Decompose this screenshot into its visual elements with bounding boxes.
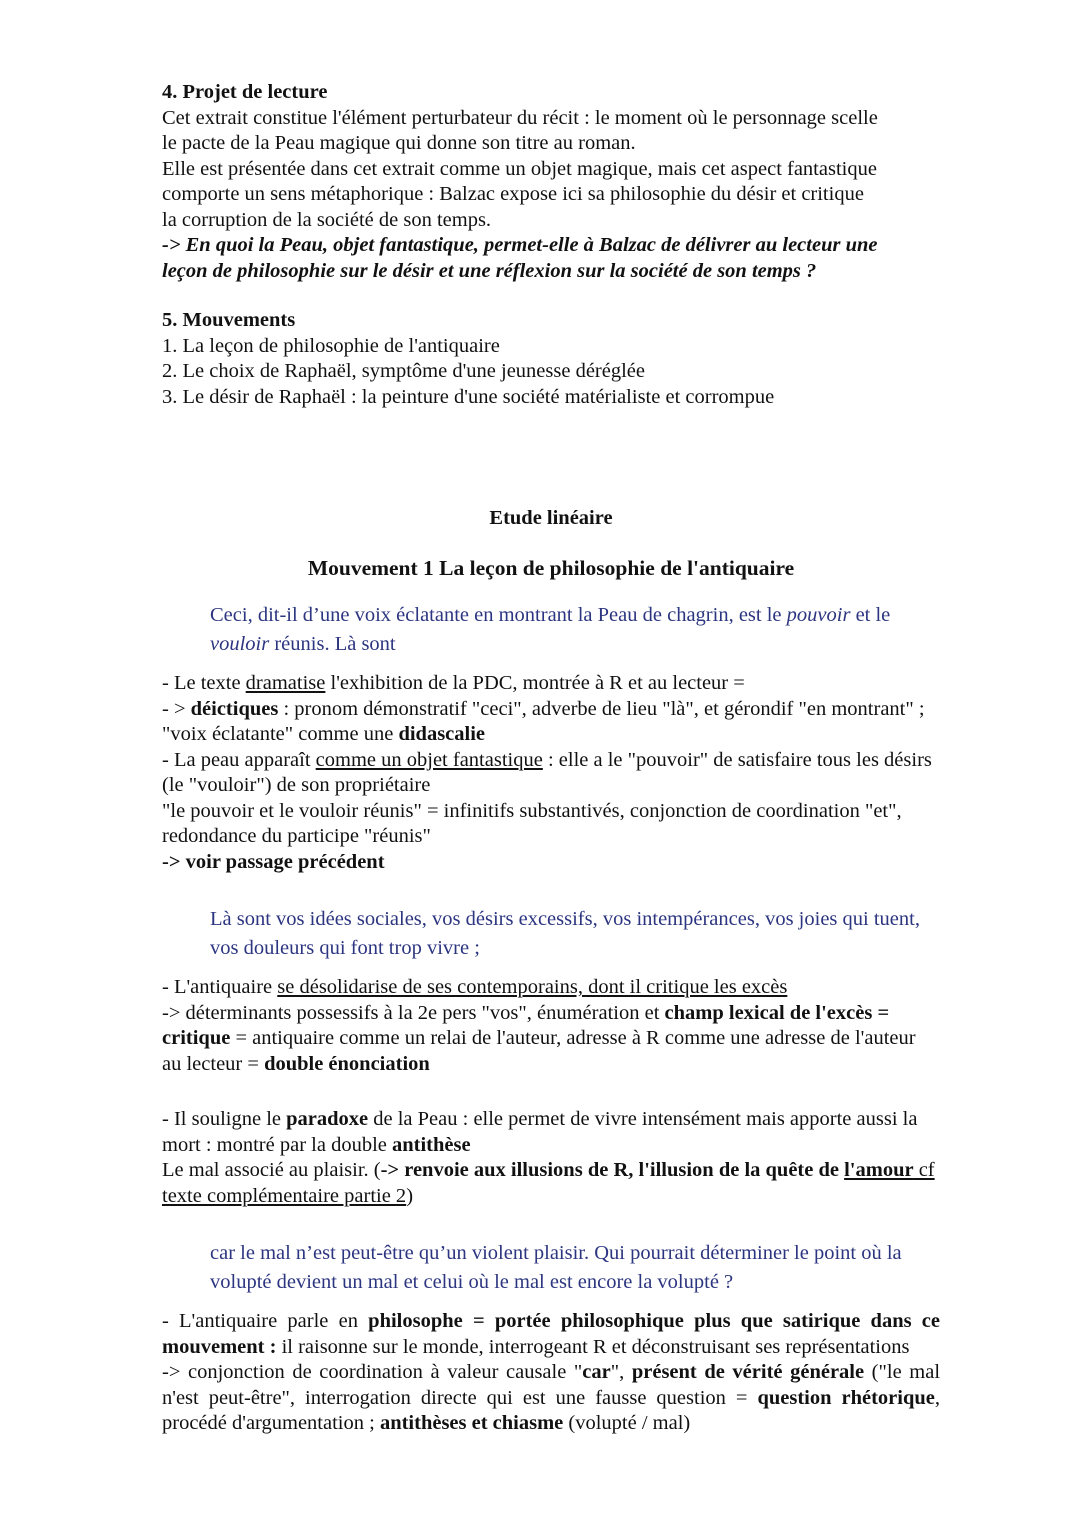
a2-l2-a: -> déterminants possessifs à la 2e pers "vos", énumération et <box>162 1001 665 1024</box>
analysis-block-1 <box>162 671 940 875</box>
a1-l1-underline: dramatise <box>245 672 326 694</box>
quote-block-1 <box>210 601 940 659</box>
spacer <box>162 963 940 975</box>
a1-l3-b: : elle a le "pouvoir" de satisfaire tous les désirs (le "vouloir") de son propriétaire <box>162 748 932 796</box>
a4-l1-bold: philosophe = portée philosophique plus que satirique dans ce mouvement : <box>162 1310 940 1358</box>
a4-l2-bold-question: question rhétorique <box>757 1386 935 1409</box>
a3-l1-bold-antithese: antithèse <box>392 1133 471 1156</box>
a1-l1-b: l'exhibition de la PDC, montrée à R et au lecteur = <box>325 672 745 694</box>
quote1-italic-vouloir: vouloir <box>210 633 270 655</box>
projet-p2-line2: comporte un sens métaphorique : Balzac expose ici sa philosophie du désir et critique <box>162 183 864 205</box>
a3-l1-a: - Il souligne le <box>162 1108 287 1130</box>
spacer <box>162 1297 940 1309</box>
mouvement-item-3: 3. Le désir de Raphaël : la peinture d'une société matérialiste et corrompue <box>162 385 775 408</box>
a1-l2-bold2: didascalie <box>398 723 486 745</box>
a3-l2-b: ) <box>406 1184 414 1207</box>
spacer <box>162 532 940 556</box>
a1-l3-underline: comme un objet fantastique <box>315 748 543 771</box>
quote1-italic-pouvoir: pouvoir <box>786 604 851 626</box>
spacer <box>162 410 940 480</box>
title-etude-lineaire: Etude linéaire <box>489 507 613 529</box>
text-column <box>162 80 940 1437</box>
a4-l1-a: - L'antiquaire parle en <box>162 1310 369 1332</box>
a1-l2-b: : pronom démonstratif "ceci", adverbe de lieu "là", et gérondif "en montrant" ; "voix éclatante" comme une <box>162 697 925 745</box>
spacer <box>162 480 940 506</box>
a2-l1-a: - L'antiquaire <box>162 976 278 998</box>
mouvements-list <box>162 334 940 411</box>
analysis-block-5 <box>162 1360 940 1437</box>
a3-l2-bold: -> renvoie aux illusions de R, l'illusion de la quête de <box>380 1159 845 1181</box>
a3-l2-a: Le mal associé au plaisir. ( <box>162 1159 381 1181</box>
heading-mouvements: 5. Mouvements <box>162 309 296 331</box>
spacer <box>162 284 940 308</box>
a1-l2-bold: déictiques <box>190 697 279 720</box>
quote1-part-b: et le <box>850 604 891 626</box>
spacer <box>162 581 940 601</box>
a2-l1-underline: se désolidarise de ses contemporains, dont il critique les excès <box>277 976 788 998</box>
analysis-block-4 <box>162 1309 940 1360</box>
projet-p2-line1: Elle est présentée dans cet extrait comme un objet magique, mais cet aspect fantastique <box>162 157 877 180</box>
a3-l2-bold-underline-amour: l'amour <box>844 1159 914 1181</box>
analysis-block-3 <box>162 1107 940 1209</box>
projet-p2-line3: la corruption de la société de son temps. <box>162 208 492 231</box>
a4-l2-e: (volupté / mal) <box>563 1412 691 1434</box>
a1-l2-a: - > <box>162 697 191 720</box>
spacer <box>162 875 940 905</box>
a4-l2-bold-present: présent de vérité générale <box>631 1361 865 1383</box>
a3-l2-underline-cf: cf texte complémentaire partie 2 <box>162 1159 935 1207</box>
a4-l2-b: ", <box>610 1361 632 1383</box>
a4-l2-bold-antitheses: antithèses et chiasme <box>379 1412 564 1434</box>
spacer <box>162 1209 940 1239</box>
a1-l1-a: - Le texte <box>162 672 246 694</box>
projet-p1-line1: Cet extrait constitue l'élément perturbateur du récit : le moment où le personnage scelle <box>162 106 878 129</box>
a4-l2-a: -> conjonction de coordination à valeur causale " <box>162 1361 583 1383</box>
a2-l2-bold2: double énonciation <box>264 1052 430 1075</box>
a4-l1-b: il raisonne sur le monde, interrogeant R et déconstruisant ses représentations <box>276 1335 910 1358</box>
projet-p1-line2: le pacte de la Peau magique qui donne son titre au roman. <box>162 132 636 154</box>
spacer <box>162 1077 940 1107</box>
a4-l2-d: , procédé d'argumentation ; <box>162 1386 940 1434</box>
a4-l2-c: ("le mal n'est peut-être", interrogation directe qui est une fausse question = <box>162 1361 941 1409</box>
a2-l2-bold: champ lexical de l'excès = critique <box>162 1001 890 1049</box>
mouvement-item-2: 2. Le choix de Raphaël, symptôme d'une jeunesse déréglée <box>162 360 646 382</box>
a3-l1-bold-paradoxe: paradoxe <box>286 1108 369 1130</box>
paragraph-projet-1 <box>162 106 940 157</box>
a2-l2-b: = antiquaire comme un relai de l'auteur, adresse à R comme une adresse de l'auteur au lecteur = <box>162 1027 916 1075</box>
a1-l5-bold: -> voir passage précédent <box>162 850 385 873</box>
paragraph-projet-2 <box>162 157 940 234</box>
spacer <box>162 659 940 671</box>
problematique-line1: -> En quoi la Peau, objet fantastique, permet-elle à Balzac de délivrer au lecteur une <box>162 234 878 256</box>
quote1-part-a: Ceci, dit-il d’une voix éclatante en montrant la Peau de chagrin, est le <box>210 604 787 626</box>
problematique <box>162 233 940 284</box>
title-mouvement-1: Mouvement 1 La leçon de philosophie de l'antiquaire <box>307 555 795 580</box>
a1-l4: "le pouvoir et le vouloir réunis" = infinitifs substantivés, conjonction de coordination "et", redondance du participe "réunis" <box>162 799 902 847</box>
quote-block-2: Là sont vos idées sociales, vos désirs excessifs, vos intempérances, vos joies qui tuent, vos douleurs qui font trop vivre ; <box>210 908 920 959</box>
a4-l2-bold-car: car <box>582 1361 611 1383</box>
a3-l1-b: de la Peau : elle permet de vivre intensément mais apporte aussi la mort : montré par la double <box>162 1108 918 1156</box>
mouvement-item-1: 1. La leçon de philosophie de l'antiquaire <box>162 334 500 357</box>
a1-l3-a: - La peau apparaît <box>162 748 316 771</box>
heading-projet-de-lecture: 4. Projet de lecture <box>162 81 328 103</box>
problematique-line2: leçon de philosophie sur le désir et une réflexion sur la société de son temps ? <box>162 259 817 282</box>
quote-block-3: car le mal n’est peut-être qu’un violent plaisir. Qui pourrait déterminer le point où la volupté devient un mal et celui où le mal est encore la volupté ? <box>210 1242 902 1293</box>
analysis-block-2 <box>162 975 940 1077</box>
quote1-part-c: réunis. Là sont <box>269 633 396 655</box>
